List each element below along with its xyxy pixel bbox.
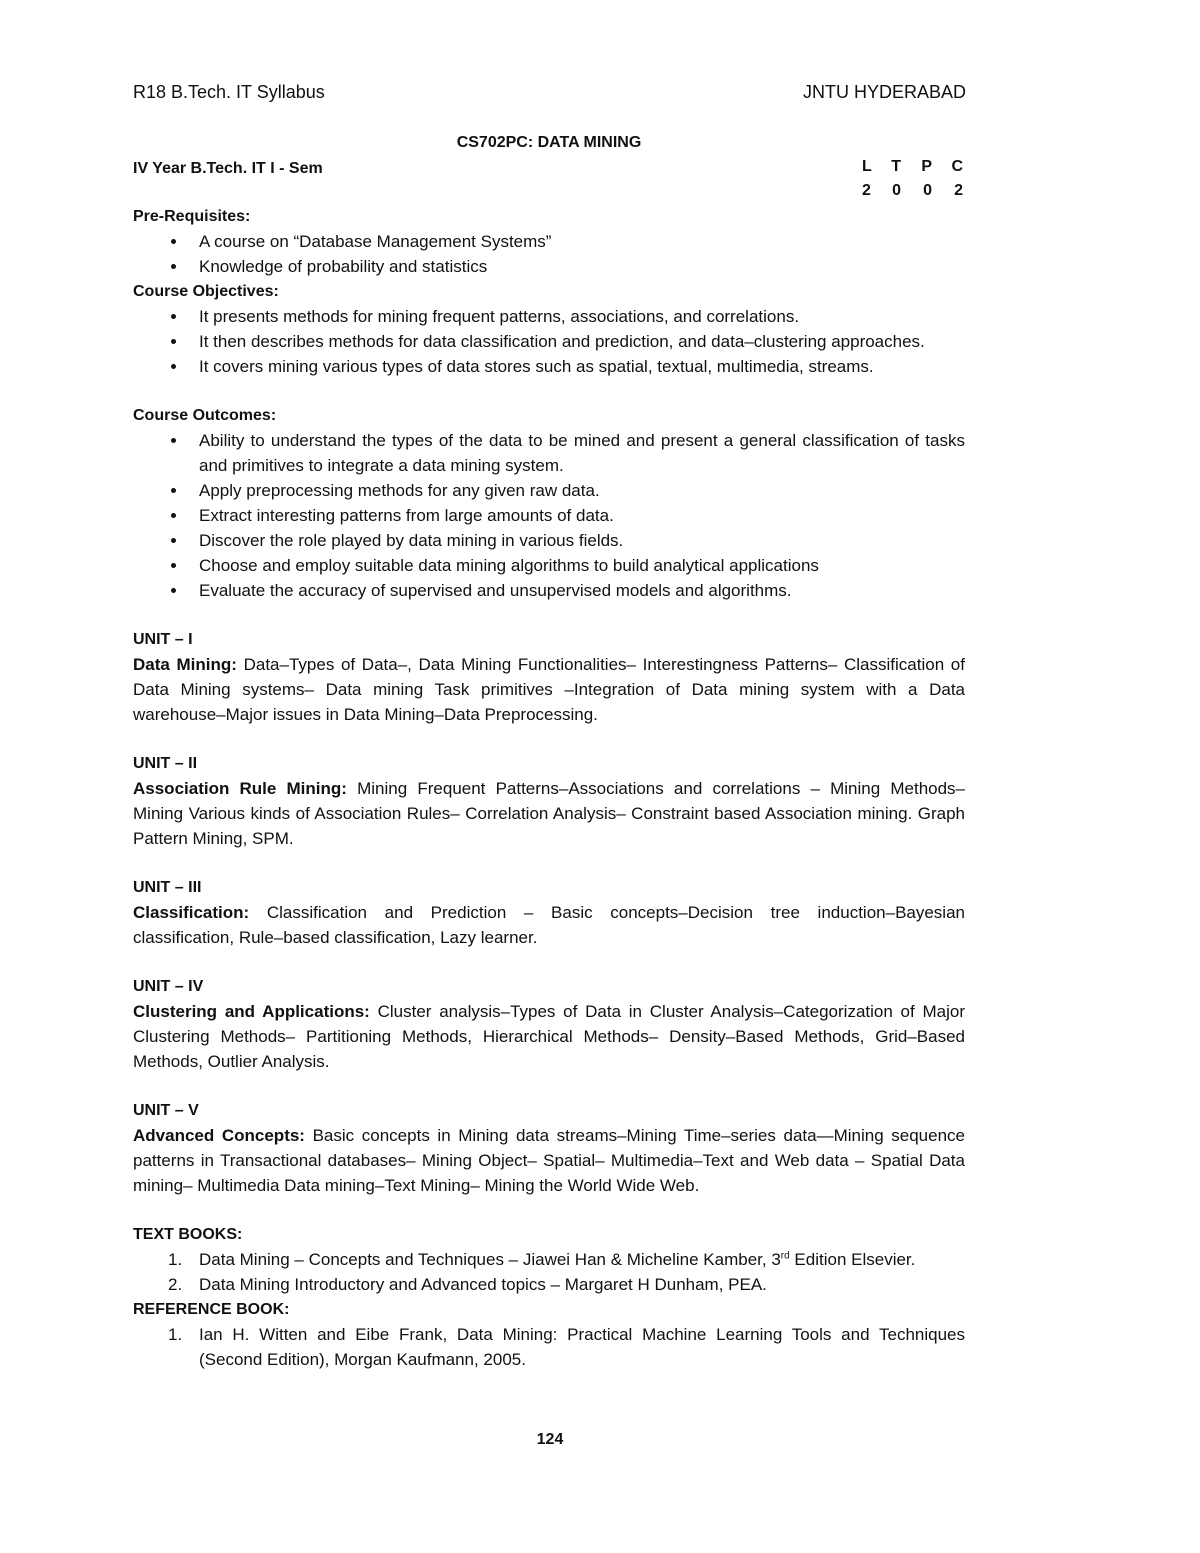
prereq-list	[133, 229, 965, 279]
unit-5-body	[133, 1123, 965, 1198]
ltpc-value: 2	[954, 182, 963, 199]
ltpc-label: T	[891, 158, 901, 175]
textbook-sup: rd	[780, 1250, 790, 1262]
unit-2-heading: UNIT – II	[133, 755, 198, 772]
textbooks-heading: TEXT BOOKS:	[133, 1226, 243, 1243]
ltpc-labels	[862, 155, 963, 179]
ltpc-table	[862, 155, 963, 203]
textbooks-list	[133, 1247, 965, 1297]
ltpc-value: 0	[923, 182, 932, 199]
unit-4-text: Cluster analysis–Types of Data in Cluster Analysis–Categorization of Major Clustering Methods– Partitioning Methods, Hierarchical Methods– Density–Based Methods, Grid–Based Methods, Outlier Analysis.	[133, 1002, 965, 1071]
unit-4-body	[133, 999, 965, 1074]
list-item: Evaluate the accuracy of supervised and unsupervised models and algorithms.	[133, 578, 965, 603]
objectives-list	[133, 304, 965, 379]
unit-4-heading: UNIT – IV	[133, 978, 204, 995]
header-left: R18 B.Tech. IT Syllabus	[133, 82, 325, 102]
ltpc-label: C	[951, 158, 963, 175]
unit-2-lead: Association Rule Mining:	[133, 779, 347, 798]
unit-3-heading: UNIT – III	[133, 879, 202, 896]
ltpc-values	[862, 179, 963, 203]
list-item: It presents methods for mining frequent patterns, associations, and correlations.	[133, 304, 965, 329]
list-item: Choose and employ suitable data mining algorithms to build analytical applications	[133, 553, 965, 578]
list-item: A course on “Database Management Systems”	[133, 229, 965, 254]
textbook-text-end: Edition Elsevier.	[789, 1250, 916, 1269]
outcomes-heading: Course Outcomes:	[133, 407, 277, 424]
textbook-text: Data Mining Introductory and Advanced topics – Margaret H Dunham, PEA.	[199, 1275, 767, 1294]
item-number: 1.	[168, 1250, 183, 1269]
list-item: Apply preprocessing methods for any given raw data.	[133, 478, 965, 503]
reference-list	[133, 1322, 965, 1372]
ltpc-value: 0	[892, 182, 901, 199]
reference-heading: REFERENCE BOOK:	[133, 1301, 290, 1318]
unit-1-lead: Data Mining:	[133, 655, 237, 674]
unit-1-heading: UNIT – I	[133, 631, 193, 648]
unit-3-body	[133, 900, 965, 950]
list-item: It then describes methods for data classification and prediction, and data–clustering approaches.	[133, 329, 965, 354]
course-year: IV Year B.Tech. IT I - Sem	[133, 160, 323, 177]
item-number: 2.	[168, 1275, 183, 1294]
ltpc-label: P	[921, 158, 932, 175]
unit-2-body	[133, 776, 965, 851]
unit-3-text: Classification and Prediction – Basic concepts–Decision tree induction–Bayesian classification, Rule–based classification, Lazy learner.	[133, 903, 965, 947]
course-title: CS702PC: DATA MINING	[456, 134, 642, 151]
unit-5-lead: Advanced Concepts:	[133, 1126, 305, 1145]
list-item	[133, 1272, 965, 1297]
outcomes-list	[133, 428, 965, 603]
prereq-heading: Pre-Requisites:	[133, 208, 251, 225]
unit-5-heading: UNIT – V	[133, 1102, 199, 1119]
unit-2-text: Mining Frequent Patterns–Associations and correlations – Mining Methods– Mining Various kinds of Association Rules– Correlation Analysis– Constraint based Association mining. Graph Pattern Mining, SPM.	[133, 779, 966, 848]
unit-1-body	[133, 652, 965, 727]
unit-4-lead: Clustering and Applications:	[133, 1002, 370, 1021]
year-row	[133, 155, 965, 199]
page-number: 124	[536, 1431, 564, 1448]
unit-1-text: Data–Types of Data–, Data Mining Functionalities– Interestingness Patterns– Classification of Data Mining systems– Data mining Task primitives –Integration of Data mining system with a Data warehouse–Major issues in Data Mining–Data Preprocessing.	[133, 655, 965, 724]
list-item	[133, 1322, 965, 1372]
item-number: 1.	[168, 1325, 183, 1344]
list-item: Knowledge of probability and statistics	[133, 254, 965, 279]
list-item: Ability to understand the types of the data to be mined and present a general classification of tasks and primitives to integrate a data mining system.	[133, 428, 965, 478]
textbook-text: Data Mining – Concepts and Techniques – Jiawei Han & Micheline Kamber, 3	[199, 1250, 781, 1269]
objectives-heading: Course Objectives:	[133, 283, 279, 300]
unit-3-lead: Classification:	[133, 903, 250, 922]
list-item: It covers mining various types of data stores such as spatial, textual, multimedia, streams.	[133, 354, 965, 379]
page-content	[133, 131, 965, 1372]
header-right: JNTU HYDERABAD	[802, 82, 966, 102]
unit-5-text: Basic concepts in Mining data streams–Mining Time–series data—Mining sequence patterns in Transactional databases– Mining Object– Spatial– Multimedia–Text and Web data – Spatial Data mining– Multimedia Data mining–Text Mining– Mining the World Wide Web.	[133, 1126, 965, 1195]
reference-text: Ian H. Witten and Eibe Frank, Data Mining: Practical Machine Learning Tools and Techniques (Second Edition), Morgan Kaufmann, 2005.	[199, 1325, 965, 1369]
list-item	[133, 1247, 965, 1272]
list-item: Extract interesting patterns from large amounts of data.	[133, 503, 965, 528]
list-item: Discover the role played by data mining in various fields.	[133, 528, 965, 553]
ltpc-label: L	[862, 158, 872, 175]
ltpc-value: 2	[862, 182, 871, 199]
